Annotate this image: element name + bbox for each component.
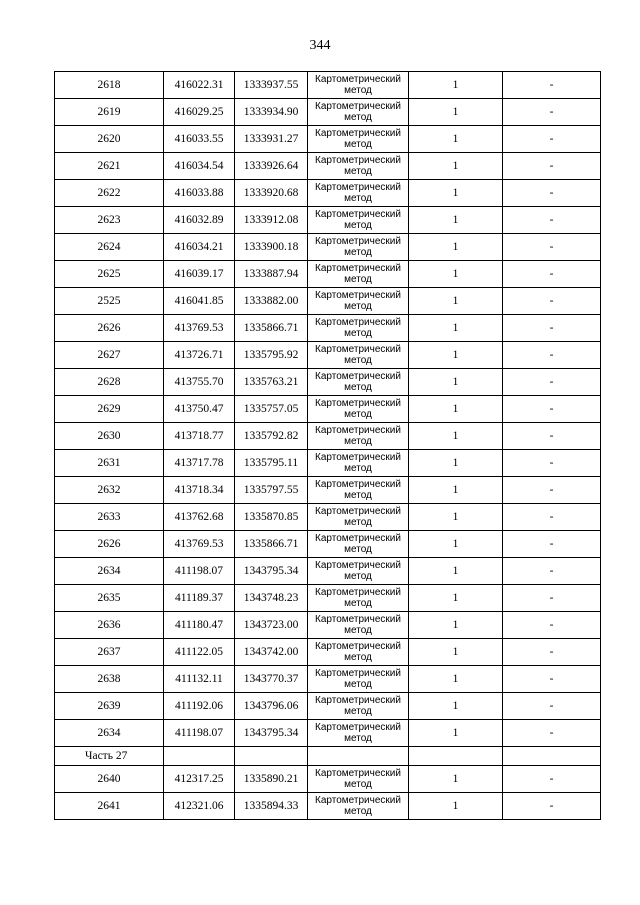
point-id-cell: 2525	[55, 288, 164, 315]
x-coordinate-cell: 411198.07	[164, 720, 235, 747]
y-coordinate-cell: 1335866.71	[235, 315, 308, 342]
y-coordinate-cell: 1333926.64	[235, 153, 308, 180]
accuracy-cell: 1	[409, 450, 503, 477]
x-coordinate-cell: 411192.06	[164, 693, 235, 720]
method-cell	[308, 666, 409, 693]
method-line: метод	[344, 679, 372, 690]
x-coordinate-cell: 413769.53	[164, 531, 235, 558]
table-row	[55, 261, 601, 288]
y-coordinate-cell: 1333882.00	[235, 288, 308, 315]
point-id-cell: 2623	[55, 207, 164, 234]
note-cell: -	[503, 477, 601, 504]
empty-cell	[164, 747, 235, 766]
accuracy-cell: 1	[409, 288, 503, 315]
x-coordinate-cell: 411198.07	[164, 558, 235, 585]
x-coordinate-cell: 413750.47	[164, 396, 235, 423]
point-id-cell: 2618	[55, 72, 164, 99]
x-coordinate-cell: 413755.70	[164, 369, 235, 396]
method-line: метод	[344, 463, 372, 474]
y-coordinate-cell: 1333920.68	[235, 180, 308, 207]
accuracy-cell: 1	[409, 153, 503, 180]
point-id-cell: 2637	[55, 639, 164, 666]
method-line: Картометрический	[315, 74, 401, 85]
method-line: метод	[344, 355, 372, 366]
x-coordinate-cell: 411122.05	[164, 639, 235, 666]
accuracy-cell: 1	[409, 531, 503, 558]
point-id-cell: 2628	[55, 369, 164, 396]
point-id-cell: 2620	[55, 126, 164, 153]
point-id-cell: 2626	[55, 315, 164, 342]
accuracy-cell: 1	[409, 639, 503, 666]
point-id-cell: 2634	[55, 720, 164, 747]
method-line: Картометрический	[315, 479, 401, 490]
note-cell: -	[503, 666, 601, 693]
note-cell: -	[503, 585, 601, 612]
method-line: Картометрический	[315, 560, 401, 571]
y-coordinate-cell: 1333937.55	[235, 72, 308, 99]
note-cell: -	[503, 504, 601, 531]
method-line: метод	[344, 598, 372, 609]
method-line: Картометрический	[315, 344, 401, 355]
accuracy-cell: 1	[409, 477, 503, 504]
y-coordinate-cell: 1335797.55	[235, 477, 308, 504]
point-id-cell: 2619	[55, 99, 164, 126]
y-coordinate-cell: 1335795.92	[235, 342, 308, 369]
method-cell	[308, 369, 409, 396]
table-row	[55, 288, 601, 315]
method-cell	[308, 99, 409, 126]
point-id-cell: 2640	[55, 766, 164, 793]
table-row	[55, 153, 601, 180]
point-id-cell: 2626	[55, 531, 164, 558]
accuracy-cell: 1	[409, 558, 503, 585]
x-coordinate-cell: 411189.37	[164, 585, 235, 612]
accuracy-cell: 1	[409, 396, 503, 423]
accuracy-cell: 1	[409, 766, 503, 793]
y-coordinate-cell: 1333912.08	[235, 207, 308, 234]
method-line: Картометрический	[315, 371, 401, 382]
y-coordinate-cell: 1333887.94	[235, 261, 308, 288]
page-number: 344	[309, 38, 331, 53]
y-coordinate-cell: 1343796.06	[235, 693, 308, 720]
table-row	[55, 72, 601, 99]
note-cell: -	[503, 234, 601, 261]
point-id-cell: 2641	[55, 793, 164, 820]
note-cell: -	[503, 342, 601, 369]
method-cell	[308, 315, 409, 342]
table-row	[55, 423, 601, 450]
y-coordinate-cell: 1335866.71	[235, 531, 308, 558]
note-cell: -	[503, 693, 601, 720]
point-id-cell: 2631	[55, 450, 164, 477]
x-coordinate-cell: 416033.88	[164, 180, 235, 207]
method-line: Картометрический	[315, 425, 401, 436]
point-id-cell: 2638	[55, 666, 164, 693]
accuracy-cell: 1	[409, 234, 503, 261]
method-line: метод	[344, 779, 372, 790]
table-row	[55, 342, 601, 369]
y-coordinate-cell: 1333931.27	[235, 126, 308, 153]
x-coordinate-cell: 413769.53	[164, 315, 235, 342]
table-row	[55, 234, 601, 261]
x-coordinate-cell: 416033.55	[164, 126, 235, 153]
note-cell: -	[503, 396, 601, 423]
method-cell	[308, 207, 409, 234]
point-id-cell: 2627	[55, 342, 164, 369]
y-coordinate-cell: 1343723.00	[235, 612, 308, 639]
method-line: Картометрический	[315, 317, 401, 328]
table-row	[55, 450, 601, 477]
note-cell: -	[503, 72, 601, 99]
method-line: Картометрический	[315, 722, 401, 733]
method-cell	[308, 234, 409, 261]
accuracy-cell: 1	[409, 207, 503, 234]
coordinates-table	[54, 71, 601, 820]
y-coordinate-cell: 1343795.34	[235, 720, 308, 747]
method-cell	[308, 450, 409, 477]
accuracy-cell: 1	[409, 315, 503, 342]
y-coordinate-cell: 1343795.34	[235, 558, 308, 585]
table-row	[55, 585, 601, 612]
accuracy-cell: 1	[409, 585, 503, 612]
y-coordinate-cell: 1333934.90	[235, 99, 308, 126]
method-line: метод	[344, 544, 372, 555]
accuracy-cell: 1	[409, 666, 503, 693]
y-coordinate-cell: 1335894.33	[235, 793, 308, 820]
method-cell	[308, 126, 409, 153]
x-coordinate-cell: 413718.77	[164, 423, 235, 450]
method-line: Картометрический	[315, 452, 401, 463]
accuracy-cell: 1	[409, 693, 503, 720]
method-cell	[308, 504, 409, 531]
method-cell	[308, 639, 409, 666]
note-cell: -	[503, 180, 601, 207]
method-line: метод	[344, 220, 372, 231]
note-cell: -	[503, 639, 601, 666]
method-cell	[308, 793, 409, 820]
table-row	[55, 315, 601, 342]
method-line: Картометрический	[315, 614, 401, 625]
method-line: метод	[344, 274, 372, 285]
table-row	[55, 126, 601, 153]
method-line: Картометрический	[315, 182, 401, 193]
method-line: метод	[344, 706, 372, 717]
accuracy-cell: 1	[409, 720, 503, 747]
x-coordinate-cell: 411132.11	[164, 666, 235, 693]
coordinates-table-body	[55, 72, 601, 820]
point-id-cell: 2635	[55, 585, 164, 612]
accuracy-cell: 1	[409, 369, 503, 396]
method-line: Картометрический	[315, 398, 401, 409]
point-id-cell: 2621	[55, 153, 164, 180]
accuracy-cell: 1	[409, 612, 503, 639]
table-row	[55, 693, 601, 720]
method-line: Картометрический	[315, 668, 401, 679]
method-cell	[308, 153, 409, 180]
method-line: Картометрический	[315, 533, 401, 544]
method-cell	[308, 261, 409, 288]
note-cell: -	[503, 126, 601, 153]
method-line: Картометрический	[315, 236, 401, 247]
note-cell: -	[503, 423, 601, 450]
point-id-cell: 2624	[55, 234, 164, 261]
note-cell: -	[503, 261, 601, 288]
method-line: Картометрический	[315, 209, 401, 220]
y-coordinate-cell: 1335757.05	[235, 396, 308, 423]
note-cell: -	[503, 207, 601, 234]
method-cell	[308, 585, 409, 612]
accuracy-cell: 1	[409, 99, 503, 126]
y-coordinate-cell: 1335763.21	[235, 369, 308, 396]
method-line: Картометрический	[315, 641, 401, 652]
method-line: метод	[344, 409, 372, 420]
method-line: Картометрический	[315, 155, 401, 166]
method-line: метод	[344, 517, 372, 528]
x-coordinate-cell: 413762.68	[164, 504, 235, 531]
note-cell: -	[503, 612, 601, 639]
method-cell	[308, 396, 409, 423]
note-cell: -	[503, 450, 601, 477]
method-line: Картометрический	[315, 101, 401, 112]
accuracy-cell: 1	[409, 180, 503, 207]
y-coordinate-cell: 1335792.82	[235, 423, 308, 450]
accuracy-cell: 1	[409, 342, 503, 369]
method-cell	[308, 612, 409, 639]
method-line: метод	[344, 139, 372, 150]
y-coordinate-cell: 1335890.21	[235, 766, 308, 793]
table-row	[55, 558, 601, 585]
y-coordinate-cell: 1343748.23	[235, 585, 308, 612]
method-cell	[308, 72, 409, 99]
accuracy-cell: 1	[409, 504, 503, 531]
method-line: метод	[344, 652, 372, 663]
x-coordinate-cell: 416039.17	[164, 261, 235, 288]
x-coordinate-cell: 416034.21	[164, 234, 235, 261]
method-line: метод	[344, 247, 372, 258]
table-row	[55, 766, 601, 793]
method-line: Картометрический	[315, 587, 401, 598]
method-line: Картометрический	[315, 128, 401, 139]
table-row	[55, 504, 601, 531]
method-cell	[308, 423, 409, 450]
table-row	[55, 793, 601, 820]
section-row	[55, 747, 601, 766]
x-coordinate-cell: 416022.31	[164, 72, 235, 99]
method-line: метод	[344, 733, 372, 744]
x-coordinate-cell: 416034.54	[164, 153, 235, 180]
x-coordinate-cell: 416032.89	[164, 207, 235, 234]
method-line: метод	[344, 382, 372, 393]
section-label: Часть 27	[55, 747, 164, 766]
method-line: метод	[344, 85, 372, 96]
note-cell: -	[503, 531, 601, 558]
method-line: Картометрический	[315, 795, 401, 806]
method-line: Картометрический	[315, 768, 401, 779]
method-line: метод	[344, 301, 372, 312]
table-row	[55, 180, 601, 207]
x-coordinate-cell: 412321.06	[164, 793, 235, 820]
x-coordinate-cell: 413726.71	[164, 342, 235, 369]
point-id-cell: 2632	[55, 477, 164, 504]
method-line: метод	[344, 166, 372, 177]
method-cell	[308, 477, 409, 504]
point-id-cell: 2630	[55, 423, 164, 450]
method-line: Картометрический	[315, 506, 401, 517]
y-coordinate-cell: 1335870.85	[235, 504, 308, 531]
note-cell: -	[503, 369, 601, 396]
method-cell	[308, 288, 409, 315]
table-row	[55, 666, 601, 693]
point-id-cell: 2622	[55, 180, 164, 207]
method-cell	[308, 558, 409, 585]
method-cell	[308, 342, 409, 369]
method-line: метод	[344, 112, 372, 123]
method-cell	[308, 720, 409, 747]
method-line: Картометрический	[315, 263, 401, 274]
table-row	[55, 207, 601, 234]
method-line: метод	[344, 436, 372, 447]
method-line: метод	[344, 328, 372, 339]
note-cell: -	[503, 315, 601, 342]
accuracy-cell: 1	[409, 423, 503, 450]
point-id-cell: 2634	[55, 558, 164, 585]
table-row	[55, 531, 601, 558]
note-cell: -	[503, 720, 601, 747]
y-coordinate-cell: 1343770.37	[235, 666, 308, 693]
table-row	[55, 369, 601, 396]
method-cell	[308, 180, 409, 207]
point-id-cell: 2625	[55, 261, 164, 288]
method-line: метод	[344, 193, 372, 204]
note-cell: -	[503, 288, 601, 315]
x-coordinate-cell: 412317.25	[164, 766, 235, 793]
method-cell	[308, 693, 409, 720]
method-line: метод	[344, 806, 372, 817]
x-coordinate-cell: 416029.25	[164, 99, 235, 126]
point-id-cell: 2639	[55, 693, 164, 720]
method-line: метод	[344, 490, 372, 501]
empty-cell	[235, 747, 308, 766]
note-cell: -	[503, 99, 601, 126]
table-row	[55, 396, 601, 423]
x-coordinate-cell: 416041.85	[164, 288, 235, 315]
point-id-cell: 2636	[55, 612, 164, 639]
table-row	[55, 612, 601, 639]
method-line: Картометрический	[315, 290, 401, 301]
table-row	[55, 639, 601, 666]
table-row	[55, 477, 601, 504]
note-cell: -	[503, 153, 601, 180]
note-cell: -	[503, 793, 601, 820]
note-cell: -	[503, 766, 601, 793]
x-coordinate-cell: 413718.34	[164, 477, 235, 504]
y-coordinate-cell: 1335795.11	[235, 450, 308, 477]
table-row	[55, 720, 601, 747]
method-cell	[308, 531, 409, 558]
point-id-cell: 2633	[55, 504, 164, 531]
accuracy-cell: 1	[409, 261, 503, 288]
empty-cell	[503, 747, 601, 766]
empty-cell	[409, 747, 503, 766]
accuracy-cell: 1	[409, 793, 503, 820]
method-line: метод	[344, 625, 372, 636]
table-row	[55, 99, 601, 126]
point-id-cell: 2629	[55, 396, 164, 423]
accuracy-cell: 1	[409, 126, 503, 153]
method-line: Картометрический	[315, 695, 401, 706]
note-cell: -	[503, 558, 601, 585]
x-coordinate-cell: 413717.78	[164, 450, 235, 477]
method-line: метод	[344, 571, 372, 582]
x-coordinate-cell: 411180.47	[164, 612, 235, 639]
y-coordinate-cell: 1333900.18	[235, 234, 308, 261]
y-coordinate-cell: 1343742.00	[235, 639, 308, 666]
accuracy-cell: 1	[409, 72, 503, 99]
method-cell	[308, 766, 409, 793]
empty-cell	[308, 747, 409, 766]
